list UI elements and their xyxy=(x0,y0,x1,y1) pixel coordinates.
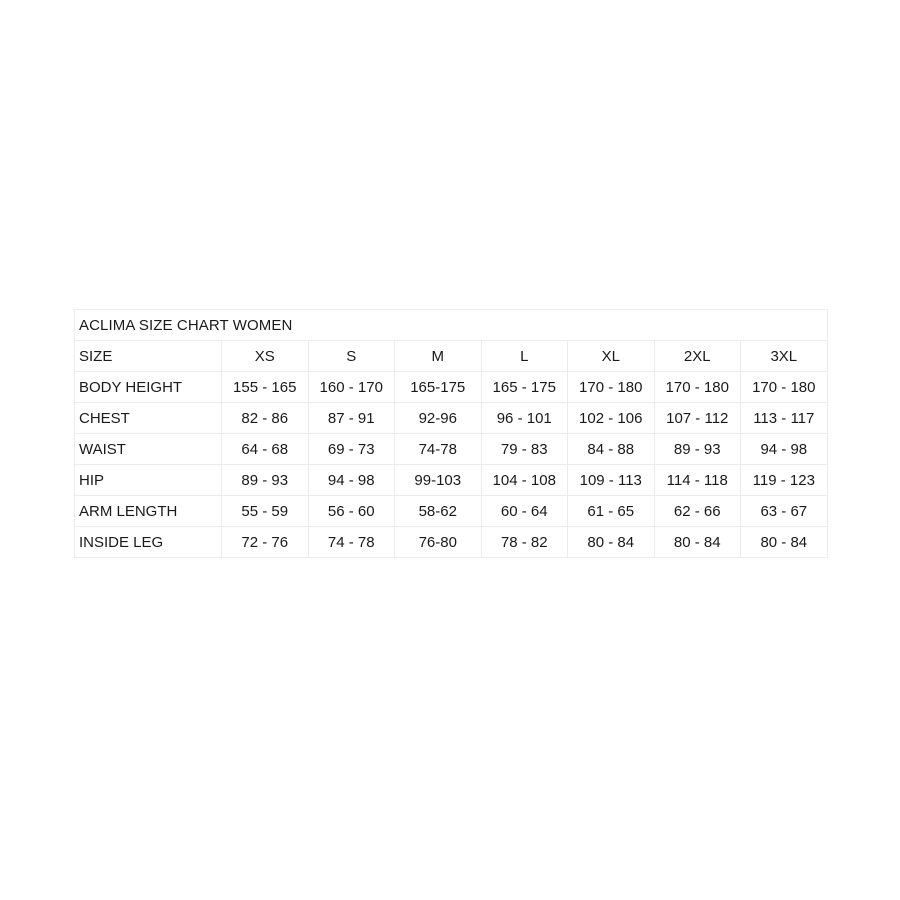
table-cell: 170 - 180 xyxy=(654,372,741,403)
size-chart-body xyxy=(75,310,828,558)
table-cell: 63 - 67 xyxy=(741,496,828,527)
row-label: ARM LENGTH xyxy=(75,496,222,527)
table-cell: 61 - 65 xyxy=(568,496,655,527)
table-cell: 96 - 101 xyxy=(481,403,568,434)
table-cell: 170 - 180 xyxy=(741,372,828,403)
row-label: HIP xyxy=(75,465,222,496)
table-cell: 87 - 91 xyxy=(308,403,395,434)
table-cell: 64 - 68 xyxy=(222,434,309,465)
size-header-3xl: 3XL xyxy=(741,341,828,372)
table-cell: 94 - 98 xyxy=(308,465,395,496)
size-header-xs: XS xyxy=(222,341,309,372)
table-cell: 113 - 117 xyxy=(741,403,828,434)
table-cell: 84 - 88 xyxy=(568,434,655,465)
table-cell: 102 - 106 xyxy=(568,403,655,434)
table-cell: 55 - 59 xyxy=(222,496,309,527)
size-header-s: S xyxy=(308,341,395,372)
table-cell: 79 - 83 xyxy=(481,434,568,465)
title-row xyxy=(75,310,828,341)
table-row-arm-length xyxy=(75,496,828,527)
table-cell: 114 - 118 xyxy=(654,465,741,496)
table-cell: 109 - 113 xyxy=(568,465,655,496)
table-cell: 74 - 78 xyxy=(308,527,395,558)
size-header-2xl: 2XL xyxy=(654,341,741,372)
table-cell: 80 - 84 xyxy=(741,527,828,558)
table-cell: 89 - 93 xyxy=(654,434,741,465)
table-cell: 69 - 73 xyxy=(308,434,395,465)
size-header-m: M xyxy=(395,341,482,372)
table-cell: 58-62 xyxy=(395,496,482,527)
chart-title: ACLIMA SIZE CHART WOMEN xyxy=(75,310,828,341)
table-cell: 92-96 xyxy=(395,403,482,434)
table-cell: 78 - 82 xyxy=(481,527,568,558)
table-cell: 119 - 123 xyxy=(741,465,828,496)
table-cell: 80 - 84 xyxy=(568,527,655,558)
table-cell: 76-80 xyxy=(395,527,482,558)
row-label: INSIDE LEG xyxy=(75,527,222,558)
size-chart-table xyxy=(74,309,828,558)
table-cell: 160 - 170 xyxy=(308,372,395,403)
size-header-xl: XL xyxy=(568,341,655,372)
table-cell: 107 - 112 xyxy=(654,403,741,434)
table-cell: 72 - 76 xyxy=(222,527,309,558)
table-cell: 82 - 86 xyxy=(222,403,309,434)
row-label: CHEST xyxy=(75,403,222,434)
table-row-inside-leg xyxy=(75,527,828,558)
table-row-waist xyxy=(75,434,828,465)
table-cell: 60 - 64 xyxy=(481,496,568,527)
table-cell: 89 - 93 xyxy=(222,465,309,496)
table-cell: 170 - 180 xyxy=(568,372,655,403)
size-header-row xyxy=(75,341,828,372)
table-cell: 94 - 98 xyxy=(741,434,828,465)
row-label: WAIST xyxy=(75,434,222,465)
table-cell: 80 - 84 xyxy=(654,527,741,558)
table-cell: 99-103 xyxy=(395,465,482,496)
size-header-label: SIZE xyxy=(75,341,222,372)
table-row-body-height xyxy=(75,372,828,403)
table-cell: 165 - 175 xyxy=(481,372,568,403)
table-cell: 104 - 108 xyxy=(481,465,568,496)
table-cell: 62 - 66 xyxy=(654,496,741,527)
row-label: BODY HEIGHT xyxy=(75,372,222,403)
table-cell: 56 - 60 xyxy=(308,496,395,527)
table-row-hip xyxy=(75,465,828,496)
table-cell: 74-78 xyxy=(395,434,482,465)
table-cell: 155 - 165 xyxy=(222,372,309,403)
table-row-chest xyxy=(75,403,828,434)
table-cell: 165-175 xyxy=(395,372,482,403)
size-header-l: L xyxy=(481,341,568,372)
